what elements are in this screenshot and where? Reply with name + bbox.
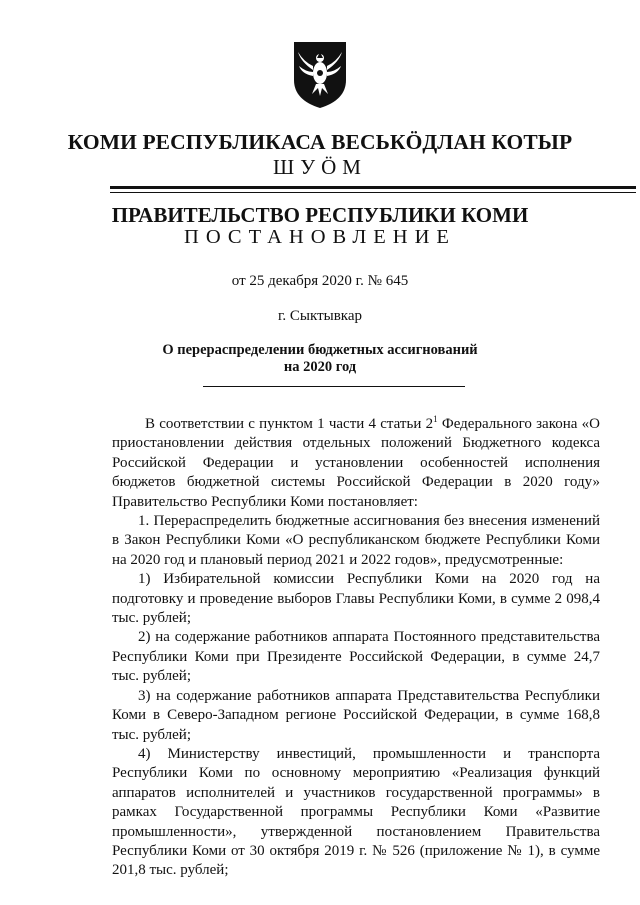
decree-body bbox=[112, 415, 600, 881]
subject-line-2: на 2020 год bbox=[283, 359, 357, 375]
header-divider-thin bbox=[110, 192, 636, 193]
government-title: ПРАВИТЕЛЬСТВО РЕСПУБЛИКИ КОМИ bbox=[111, 203, 529, 227]
paragraph-1: 1. Перераспределить бюджетные ассигнования без внесения изменений в Закон Республики Коми «О республиканском бюджете Республики Коми на 2020 год и плановый период 2021 и 2022 годов», предусмотренные: bbox=[112, 513, 600, 568]
decree-city: г. Сыктывкар bbox=[277, 308, 363, 324]
intro-text-end: Федерального закона «О приостановлении действия отдельных положений Бюджетного кодекса Российской Федерации и установлении особенностей исполнения бюджетов бюджетной системы Российской Федерации в 2020 году» Правительство Республики Коми постановляет: bbox=[112, 416, 600, 510]
header-divider-thick bbox=[110, 186, 636, 189]
item-3-northwest-representation: 3) на содержание работников аппарата Представительства Республики Коми в Северо-Западном регионе Российской Федерации, в сумме 168,8 тыс. рублей; bbox=[112, 687, 600, 743]
decree-date: от 25 декабря 2020 г. № 645 bbox=[231, 273, 409, 289]
intro-paragraph bbox=[112, 415, 600, 512]
decree-subject bbox=[0, 342, 640, 376]
item-1-election-commission: 1) Избирательной комиссии Республики Коми на 2020 год на подготовку и проведение выборов Главы Республики Коми, в сумме 2 098,4 тыс. рублей; bbox=[112, 571, 600, 627]
subject-underline bbox=[203, 386, 465, 387]
komi-decree-label: ШУÖМ bbox=[273, 155, 367, 179]
decree-label: ПОСТАНОВЛЕНИЕ bbox=[184, 226, 456, 248]
intro-text-start: В соответствии с пунктом 1 части 4 статьи 2 bbox=[145, 416, 434, 432]
intro-superscript: 1 bbox=[433, 414, 438, 424]
item-2-permanent-representation: 2) на содержание работников аппарата Постоянного представительства Республики Коми при Президенте Российской Федерации, в сумме 24,7 тыс. рублей; bbox=[112, 629, 600, 685]
item-4-ministry-investments: 4) Министерству инвестиций, промышленности и транспорта Республики Коми по основному мероприятию «Реализация функций аппаратов исполнителей и участников государственной программы» в рамках Государственной программы Республики Коми «Развитие промышленности», утвержденной постановлением Правительства Республики Коми от 30 октября 2019 г. № 526 (приложение № 1), в сумме 201,8 тыс. рублей; bbox=[112, 745, 600, 879]
komi-coat-of-arms-icon bbox=[292, 40, 348, 110]
komi-title: КОМИ РЕСПУБЛИКАСА ВЕСЬКӦДЛАН КОТЫР bbox=[67, 130, 573, 154]
subject-line-1: О перераспределении бюджетных ассигнований bbox=[162, 342, 478, 358]
